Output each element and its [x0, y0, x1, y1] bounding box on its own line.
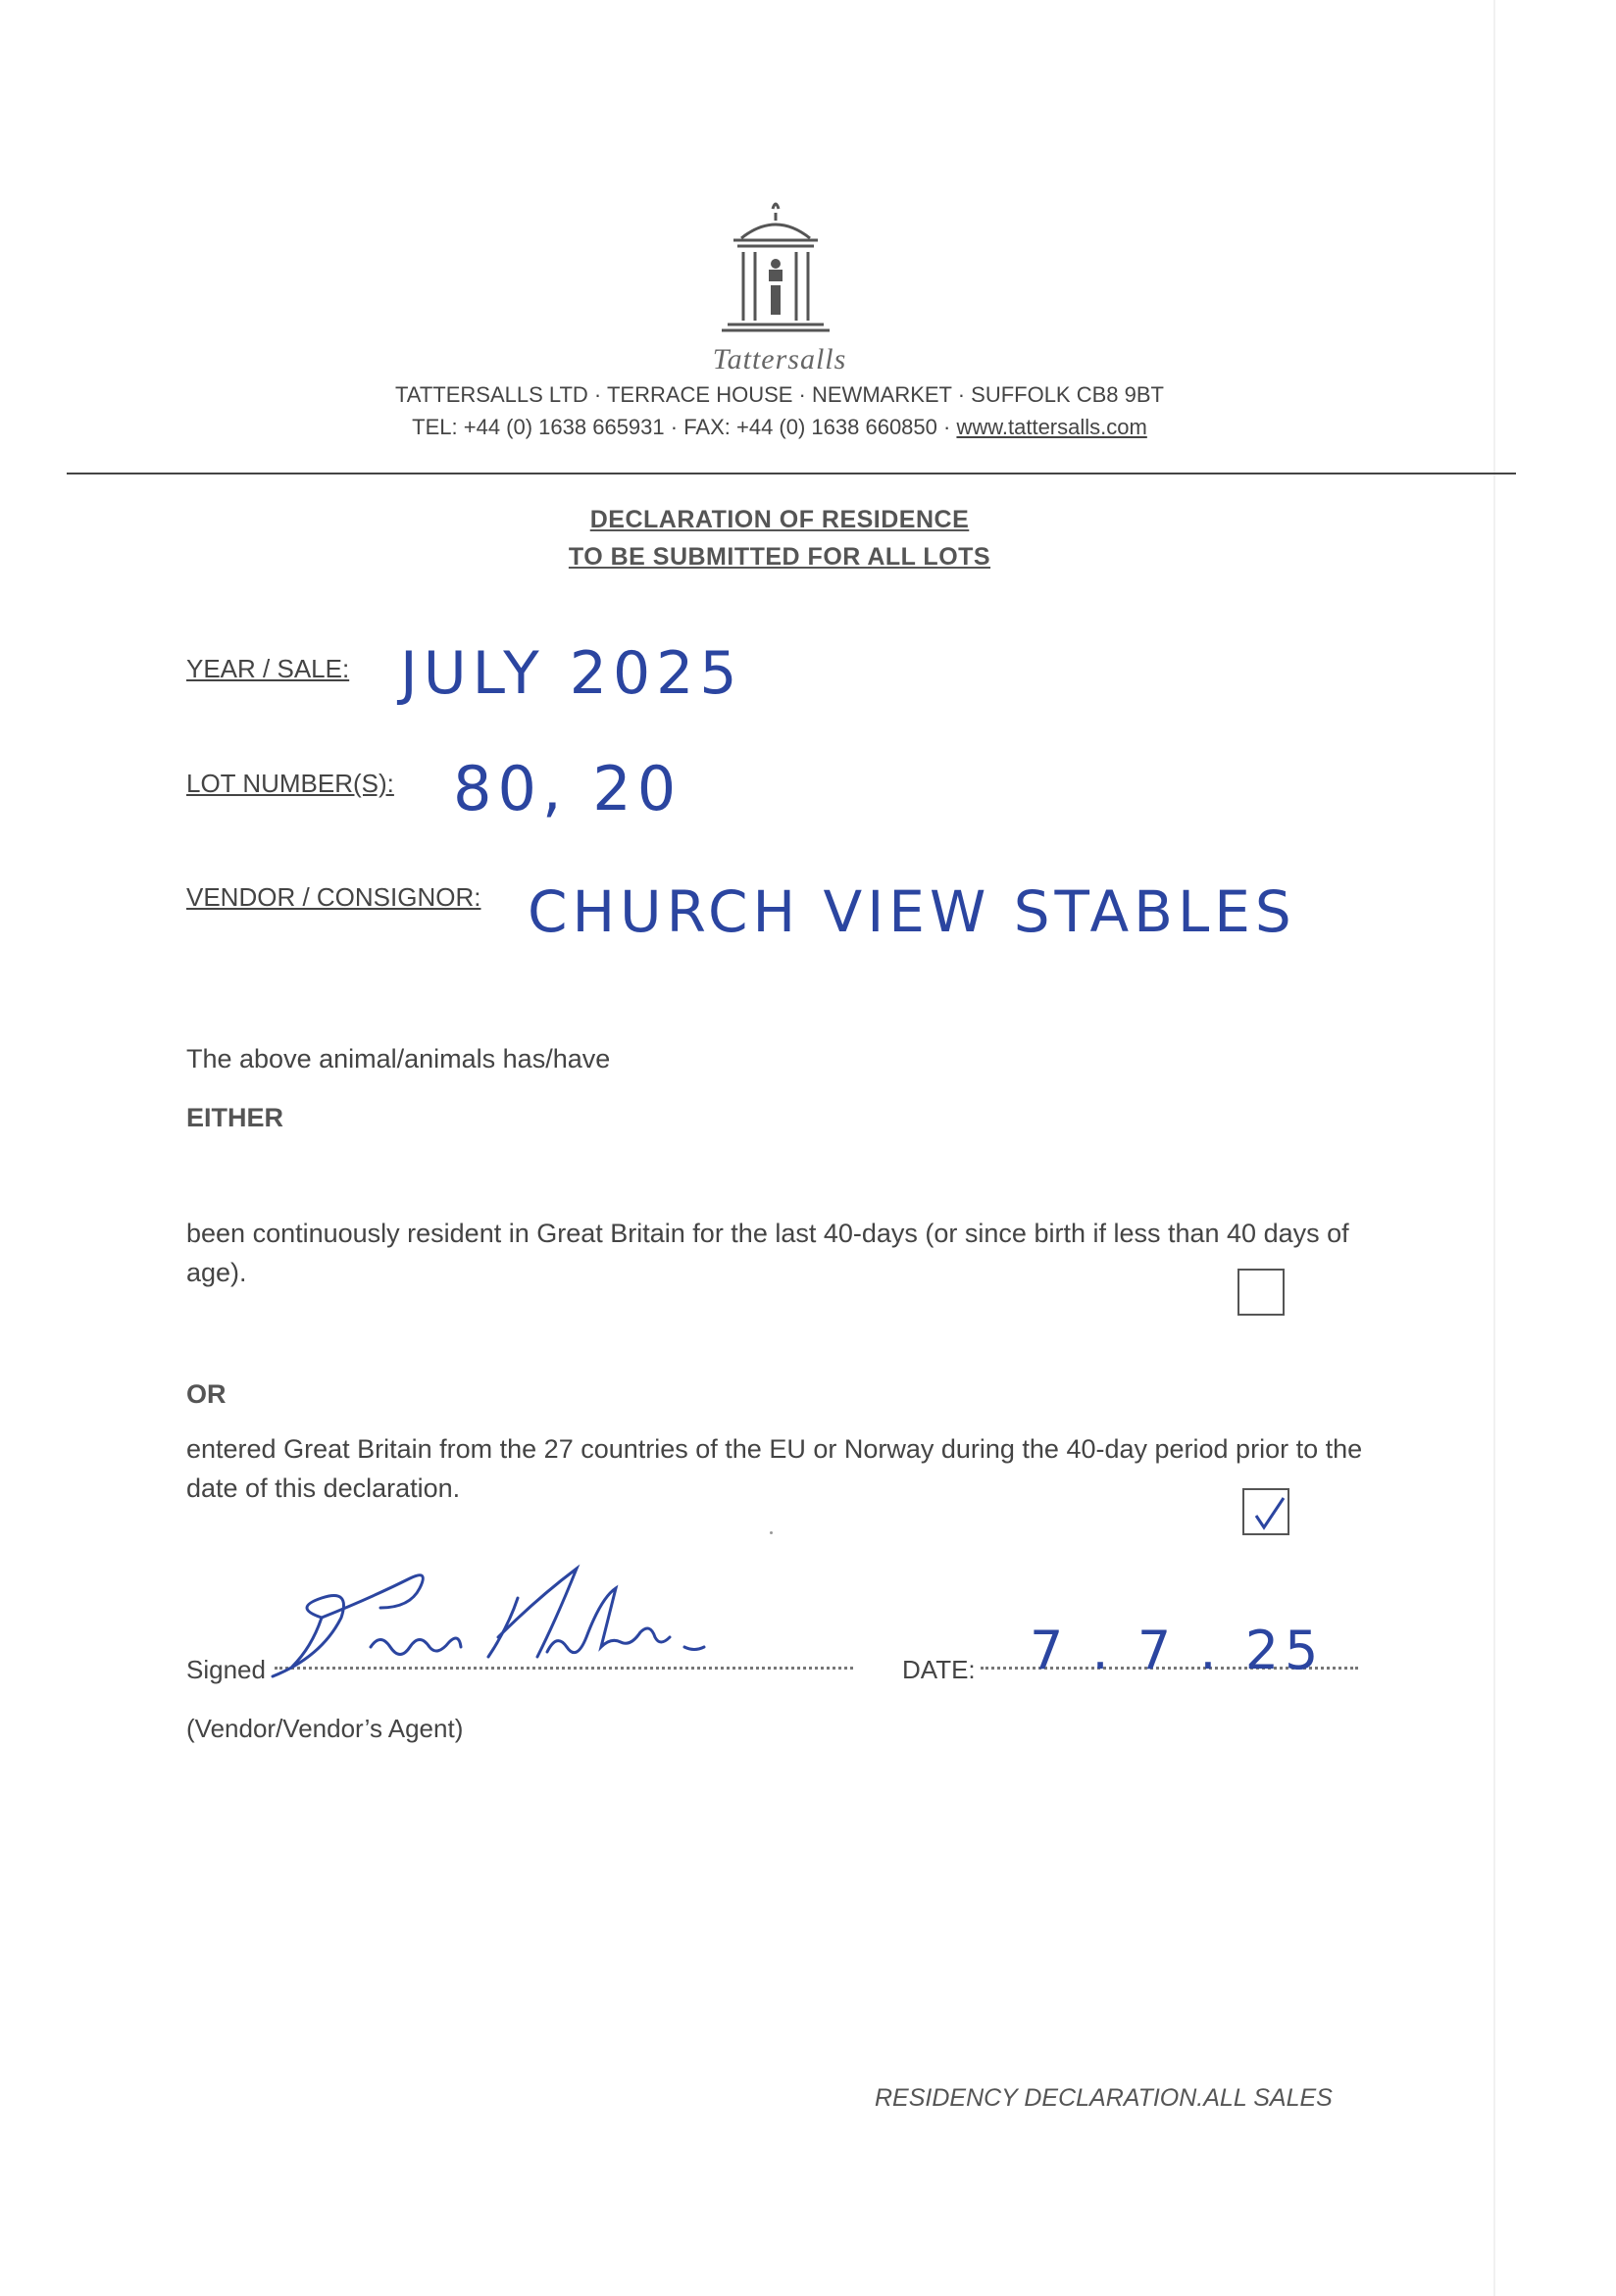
date-label: DATE: — [902, 1655, 976, 1684]
date-value[interactable]: 7 . 7 . 25 — [1030, 1620, 1325, 1681]
option1-checkbox[interactable] — [1237, 1269, 1285, 1316]
checkmark-icon — [1250, 1494, 1289, 1533]
document-title: DECLARATION OF RESIDENCE — [589, 506, 970, 533]
footer-text: RESIDENCY DECLARATION.ALL SALES — [875, 2084, 1333, 2112]
document-subtitle: TO BE SUBMITTED FOR ALL LOTS — [568, 543, 991, 571]
website-link[interactable]: www.tattersalls.com — [956, 415, 1147, 439]
lot-numbers-label: LOT NUMBER(S): — [186, 769, 394, 798]
or-heading: OR — [186, 1379, 227, 1409]
lot-numbers-value[interactable]: 80, 20 — [453, 753, 682, 824]
signer-role: (Vendor/Vendor’s Agent) — [186, 1714, 464, 1743]
contact-line — [0, 415, 1559, 440]
year-sale-label: YEAR / SALE: — [186, 654, 350, 683]
header-divider — [67, 473, 1516, 474]
tattersalls-logo-icon — [712, 191, 839, 338]
stray-mark — [770, 1531, 773, 1534]
option2-text: entered Great Britain from the 27 countries of the EU or Norway during the 40-day period prior to the date of this declaration. — [186, 1434, 1363, 1503]
company-wordmark: Tattersalls — [712, 343, 847, 375]
either-heading: EITHER — [186, 1103, 284, 1132]
contact-text: TEL: +44 (0) 1638 665931 · FAX: +44 (0) 1638 660850 · — [412, 415, 957, 439]
vendor-label: VENDOR / CONSIGNOR: — [186, 882, 481, 912]
address-line: TATTERSALLS LTD · TERRACE HOUSE · NEWMARKET · SUFFOLK CB8 9BT — [395, 382, 1164, 407]
year-sale-value[interactable]: JULY 2025 — [400, 639, 743, 708]
vendor-value[interactable]: CHURCH VIEW STABLES — [528, 878, 1296, 945]
signed-label: Signed — [186, 1655, 266, 1684]
intro-text: The above animal/animals has/have — [186, 1044, 611, 1073]
option2-checkbox[interactable] — [1242, 1488, 1289, 1535]
option1-text: been continuously resident in Great Britain for the last 40-days (or since birth if less than 40 days of age). — [186, 1219, 1349, 1287]
handwritten-signature-icon[interactable] — [263, 1559, 753, 1686]
